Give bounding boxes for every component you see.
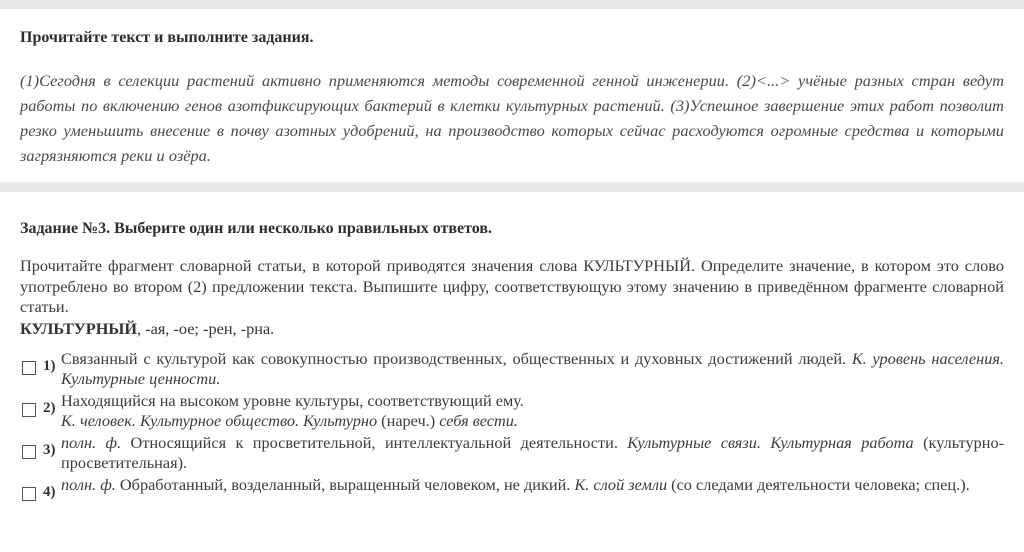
- answer-option-2: [0, 392, 1024, 434]
- option-2-example-end: себя вести.: [439, 411, 518, 430]
- headword: КУЛЬТУРНЫЙ: [20, 318, 138, 338]
- task-section: [0, 192, 1024, 340]
- top-divider: [0, 0, 1024, 9]
- option-4-note: (со следами деятельности человека; спец.).: [667, 474, 970, 494]
- dictionary-entry-header: [20, 318, 1004, 340]
- option-3-text: [61, 433, 1004, 474]
- reading-section: [0, 9, 1024, 168]
- option-3-definition: Относящийся к просветительной, интеллектуальной деятельности.: [121, 432, 628, 452]
- option-1-example: К. уровень населения. Культурные ценности.: [61, 348, 1004, 388]
- option-4-text: [61, 475, 1004, 496]
- option-3-example: Культурные связи. Культурная работа: [627, 432, 914, 452]
- option-2-note: (нареч.): [377, 411, 440, 430]
- option-1-definition: Связанный с культурой как совокупностью производственных, общественных и духовных достижений людей.: [61, 348, 852, 368]
- answer-options: [0, 350, 1024, 518]
- answer-option-3: [0, 434, 1024, 476]
- option-4-definition: Обработанный, возделанный, выращенный человеком, не дикий.: [115, 474, 575, 494]
- option-2-example: К. человек. Культурное общество. Культурно: [61, 411, 378, 430]
- option-4-checkbox[interactable]: [22, 487, 36, 501]
- option-4-label: полн. ф.: [61, 474, 116, 494]
- option-2-text: [61, 391, 1004, 432]
- option-3-label: полн. ф.: [61, 432, 122, 452]
- task-instruction: Прочитайте фрагмент словарной статьи, в которой приводятся значения слова КУЛЬТУРНЫЙ. Определите значение, в котором это слово употреблено во втором (2) предложении текста. Выпишите цифру, соответствующую этому значению в приведённом фрагменте словарной статьи.: [20, 256, 1004, 316]
- option-1-number: 1): [43, 357, 56, 374]
- option-2-definition: Находящийся на высоком уровне культуры, соответствующий ему.: [61, 390, 524, 410]
- option-4-number: 4): [43, 483, 56, 500]
- option-3-checkbox[interactable]: [22, 445, 36, 459]
- option-4-example: К. слой земли: [574, 474, 668, 494]
- option-1-checkbox[interactable]: [22, 361, 36, 375]
- task-title: Задание №3. Выберите один или несколько правильных ответов.: [20, 220, 493, 237]
- answer-option-1: [0, 350, 1024, 392]
- option-2-number: 2): [43, 399, 56, 416]
- answer-option-4: [0, 476, 1024, 518]
- option-3-note: (культурно-просветительная).: [61, 432, 1005, 472]
- option-1-text: [61, 349, 1004, 390]
- option-2-checkbox[interactable]: [22, 403, 36, 417]
- section-divider: [0, 182, 1024, 192]
- option-3-number: 3): [43, 441, 56, 458]
- reading-text: (1)Сегодня в селекции растений активно применяются методы современной генной инженерии. (2)<...> учёные разных стран ведут работы по включению генов азотфиксирующих бактерий в клетки культурных растений. (3)Успешное завершение этих работ позволит резко уменьшить внесение в почву азотных удобрений, на производство которых сейчас расходуются огромные средства и которыми загрязняются реки и озёра.: [20, 71, 1004, 165]
- headword-forms: , -ая, -ое; -рен, -рна.: [137, 318, 275, 338]
- reading-title: Прочитайте текст и выполните задания.: [20, 29, 314, 46]
